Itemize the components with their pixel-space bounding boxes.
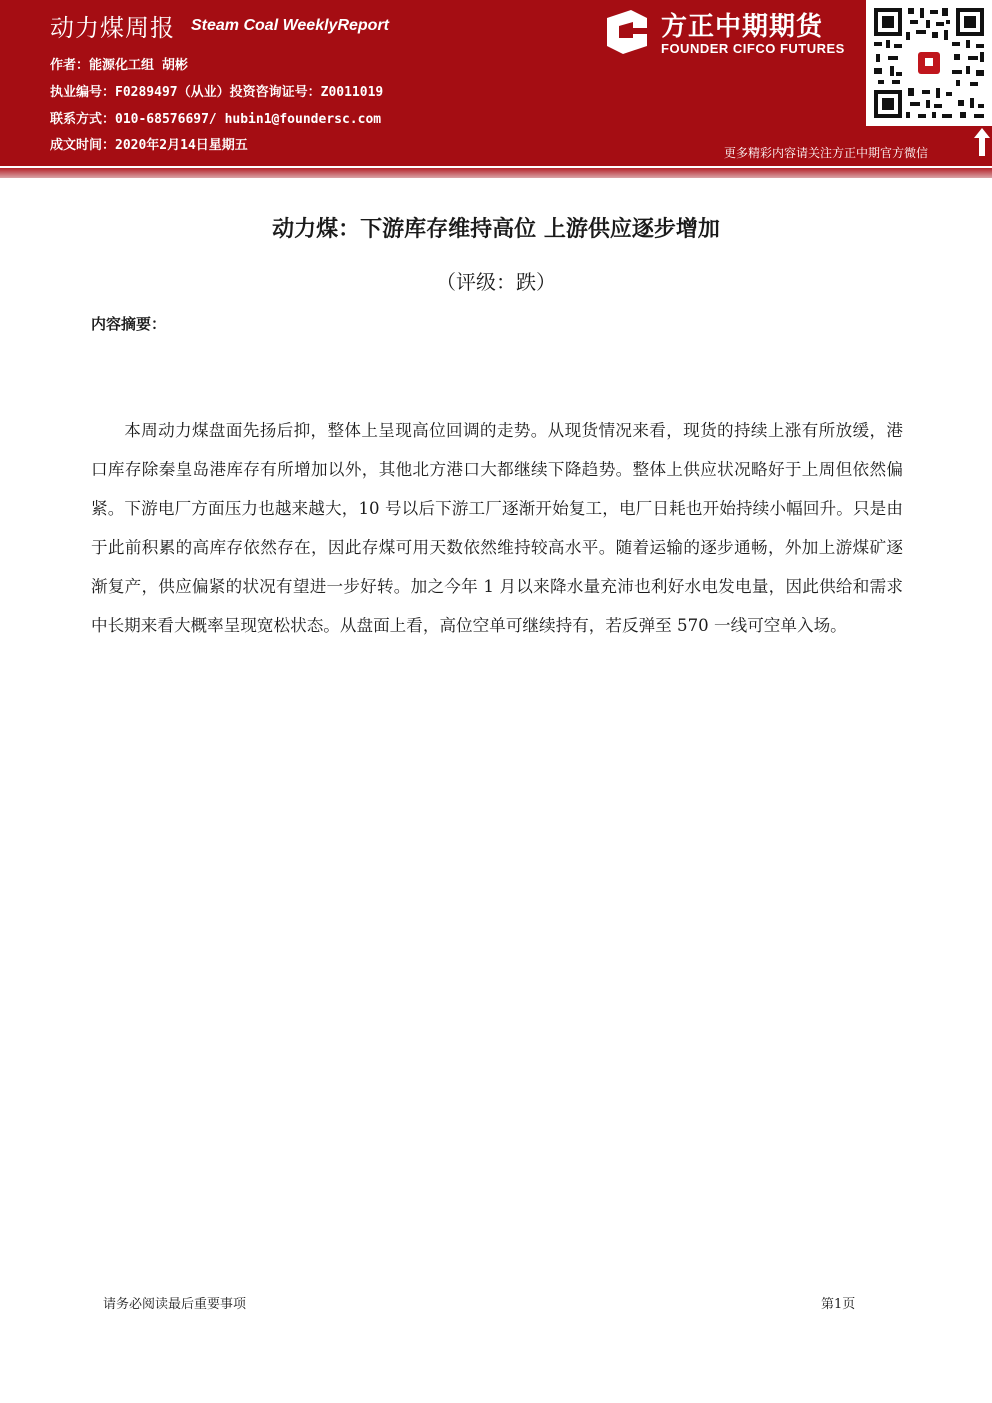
footer-notice: 请务必阅读最后重要事项 xyxy=(103,1297,247,1312)
company-logo xyxy=(603,6,863,58)
header-divider xyxy=(0,162,992,166)
header-shadow-divider xyxy=(0,168,992,178)
date-line: 成文时间：2020年2月14日星期五 xyxy=(50,138,248,153)
founder-logo-icon xyxy=(603,8,651,56)
summary-heading: 内容摘要： xyxy=(91,315,167,333)
rating-label: （评级：跌） xyxy=(436,270,556,294)
qr-code-icon xyxy=(866,0,992,126)
logo-text-en: FOUNDER CIFCO FUTURES xyxy=(661,41,845,56)
license-line: 执业编号：F0289497（从业）投资咨询证号：Z0011019 xyxy=(50,85,384,100)
summary-paragraph: 本周动力煤盘面先扬后抑，整体上呈现高位回调的走势。从现货情况来看，现货的持续上涨有所放缓，港口库存除秦皇岛港库存有所增加以外，其他北方港口大都继续下降趋势。整体上供应状况略好于上周但依然偏紧。下游电厂方面压力也越来越大，10 号以后下游工厂逐渐开始复工，电厂日耗也开始持续小幅回升。只是由于此前积累的高库存依然存在，因此存煤可用天数依然维持较高水平。随着运输的逐步通畅，外加上游煤矿逐渐复产，供应偏紧的状况有望进一步好转。加之今年 1 月以来降水量充沛也利好水电发电量，因此供给和需求中长期来看大概率呈现宽松状态。从盘面上看，高位空单可继续持有，若反弹至 570 一线可空单入场。 xyxy=(91,421,903,635)
report-title-en: Steam Coal WeeklyReport xyxy=(191,17,389,34)
arrow-up-icon xyxy=(974,128,990,156)
follow-wechat-text: 更多精彩内容请关注方正中期官方微信 xyxy=(724,146,929,160)
page-number: 第1页 xyxy=(821,1297,856,1312)
document-title: 动力煤：下游库存维持高位 上游供应逐步增加 xyxy=(272,217,720,242)
contact-line: 联系方式：010-68576697/ hubin1@foundersc.com xyxy=(50,112,382,127)
author-line: 作者：能源化工组 胡彬 xyxy=(50,58,188,73)
wechat-qr-code[interactable] xyxy=(866,0,992,126)
logo-text-cn: 方正中期期货 xyxy=(661,12,824,42)
report-title-cn: 动力煤周报 xyxy=(50,14,175,42)
